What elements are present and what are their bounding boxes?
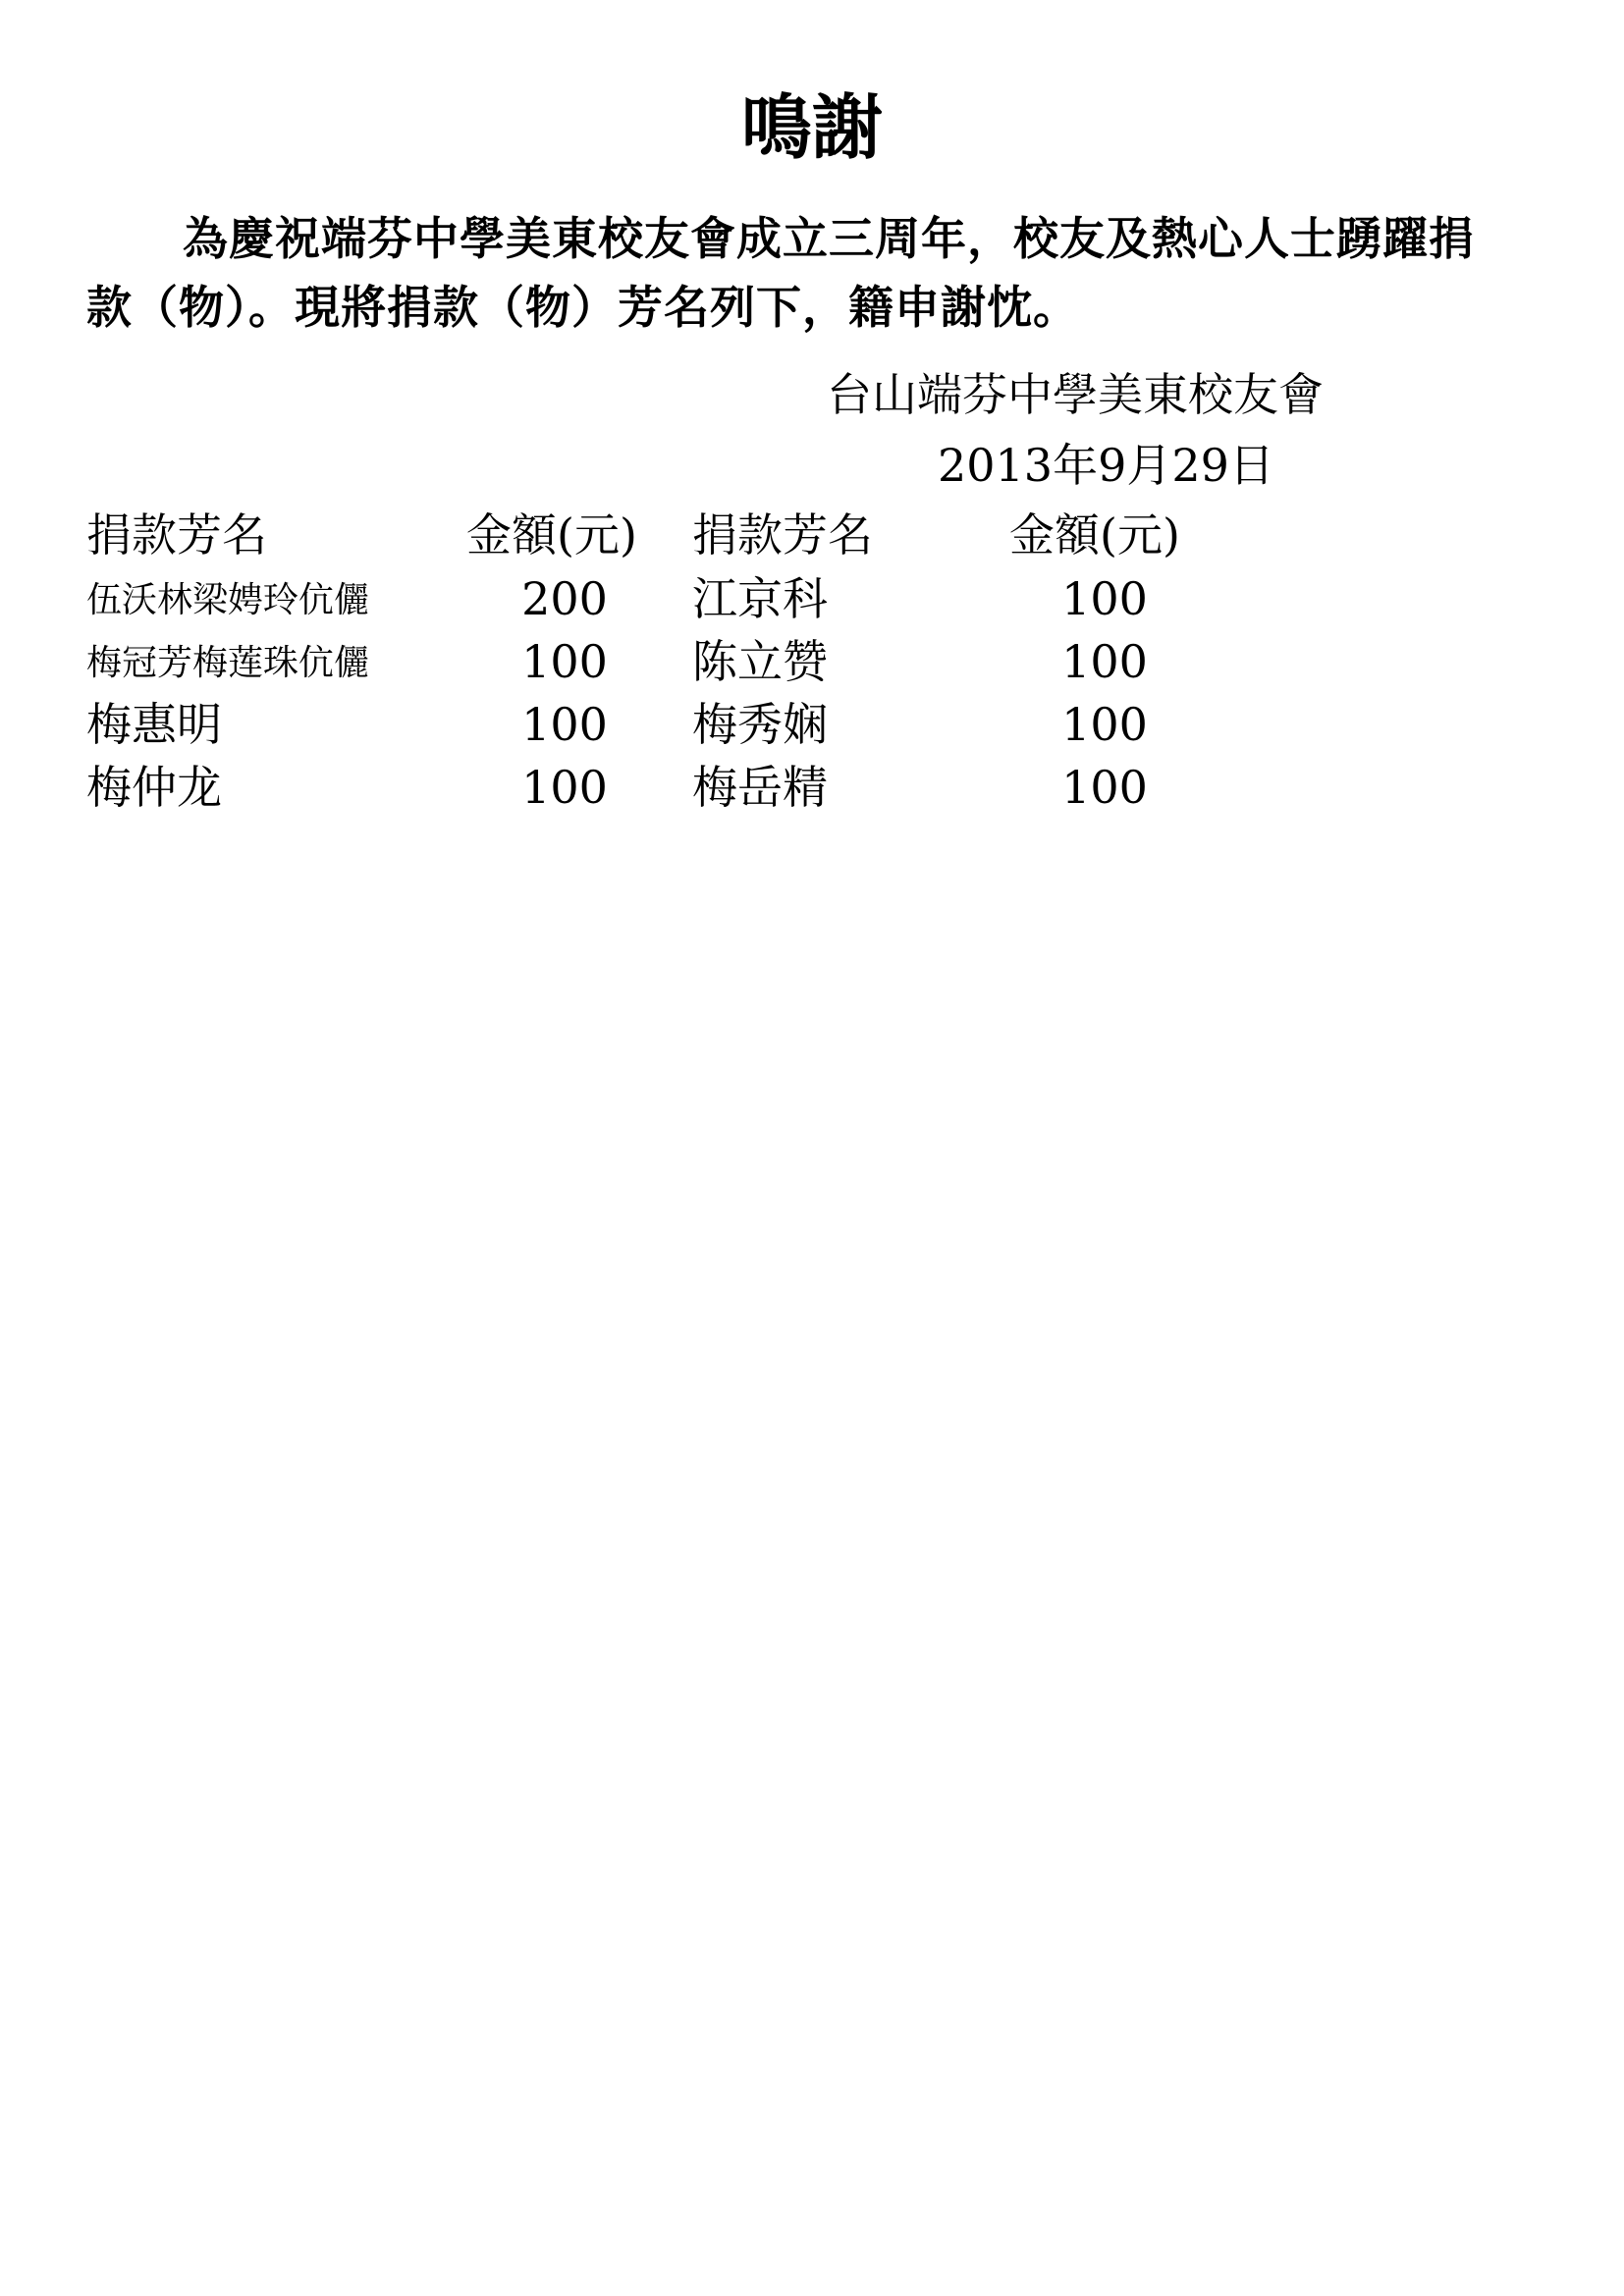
donor-name: 梅秀娴 xyxy=(692,698,828,751)
header-amount-right: 金額(元) xyxy=(1009,508,1180,561)
donation-amount: 100 xyxy=(1061,572,1148,625)
organization-name: 台山端芬中學美東校友會 xyxy=(827,368,1324,421)
signature-date: 2013年9月29日 xyxy=(938,439,1274,492)
donor-name: 梅惠明 xyxy=(86,698,222,751)
header-amount-left: 金額(元) xyxy=(466,508,637,561)
donor-name: 陈立赞 xyxy=(692,635,828,688)
donation-amount: 200 xyxy=(521,572,608,625)
donation-amount: 100 xyxy=(1061,635,1148,688)
donation-amount: 100 xyxy=(521,635,608,688)
intro-paragraph: 為慶祝端芬中學美東校友會成立三周年，校友及熱心人士踴躍捐款（物）。現將捐款（物）芳名列下，籍申謝忱。 xyxy=(86,212,1475,334)
donor-name: 江京科 xyxy=(692,572,828,625)
header-donor-name-left: 捐款芳名 xyxy=(86,508,267,561)
donation-amount: 100 xyxy=(1061,698,1148,751)
header-donor-name-right: 捐款芳名 xyxy=(692,508,873,561)
donor-name: 梅冠芳梅莲珠伉儷 xyxy=(86,643,370,683)
donor-name: 梅仲龙 xyxy=(86,761,222,814)
donor-name: 梅岳精 xyxy=(692,761,828,814)
page-title: 鳴謝 xyxy=(740,86,883,169)
donation-amount: 100 xyxy=(521,698,608,751)
donation-amount: 100 xyxy=(1061,761,1148,814)
donor-name: 伍沃林梁娉玲伉儷 xyxy=(86,580,370,620)
donation-amount: 100 xyxy=(521,761,608,814)
